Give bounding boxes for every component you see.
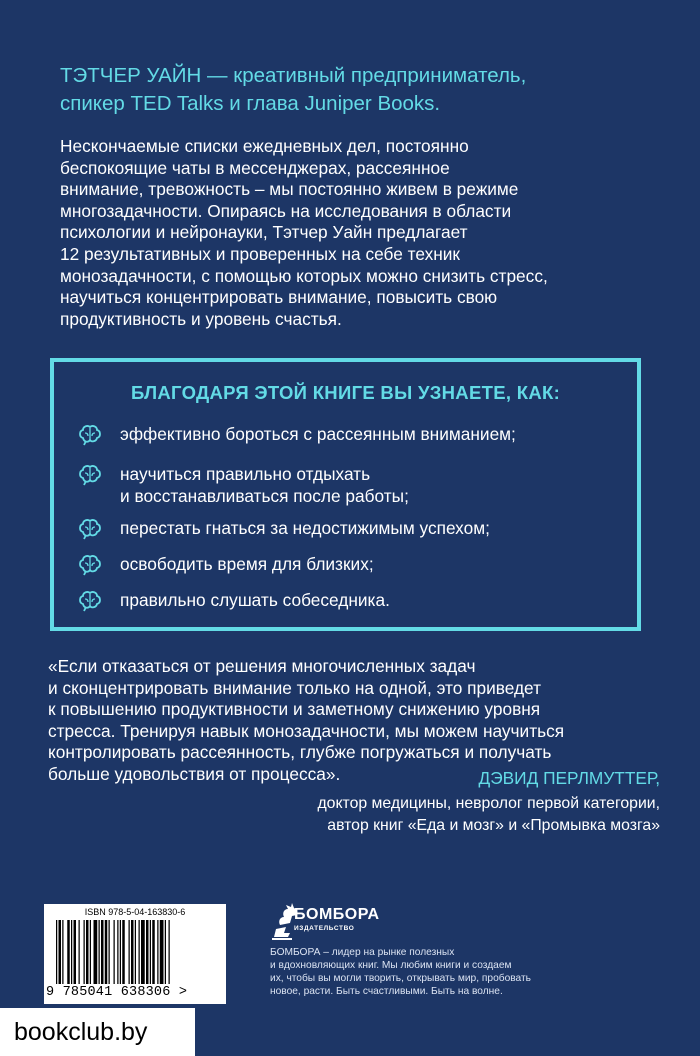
quote-author-detail-line: доктор медицины, невролог первой категории, xyxy=(317,795,660,812)
publisher-blurb xyxy=(270,946,540,998)
learn-item-text xyxy=(120,590,390,612)
learn-box xyxy=(50,358,641,631)
publisher-sub: ИЗДАТЕЛЬСТВО xyxy=(294,925,355,932)
learn-item xyxy=(78,590,627,612)
learn-item xyxy=(78,464,627,507)
quote-author-detail-line: автор книг «Еда и мозг» и «Промывка мозга» xyxy=(327,816,660,834)
quote-line: «Если отказаться от решения многочисленных задач xyxy=(48,656,476,676)
description-line: продуктивность и уровень счастья. xyxy=(60,308,342,329)
learn-item-text xyxy=(120,424,516,446)
description-line: Нескончаемые списки ежедневных дел, постоянно xyxy=(60,136,469,156)
barcode-digits: 9 785041 638306 > xyxy=(46,985,188,1000)
author-intro xyxy=(60,62,660,118)
learn-item-line: и восстанавливаться после работы; xyxy=(120,485,409,506)
quote-line: контролировать рассеянность, глубже погружаться и получать xyxy=(48,742,552,763)
publisher-blurb-line: и вдохновляющих книг. Мы любим книги и создаем xyxy=(270,960,512,971)
brain-icon xyxy=(78,424,102,446)
description-line: научиться концентрировать внимание, повысить свою xyxy=(60,287,498,308)
publisher-blurb-line: БОМБОРА – лидер на рынке полезных xyxy=(270,947,455,958)
description-line: многозадачности. Опираясь на исследования в области xyxy=(60,200,512,221)
learn-item-line: перестать гнаться за недостижимым успехом; xyxy=(120,518,490,538)
quote-line: стресса. Тренируя навык монозадачности, мы можем научиться xyxy=(48,720,565,741)
learn-heading: БЛАГОДАРЯ ЭТОЙ КНИГЕ ВЫ УЗНАЕТЕ, КАК: xyxy=(130,382,561,403)
description-line: монозадачности, с помощью которых можно снизить стресс, xyxy=(60,265,548,286)
brain-icon xyxy=(78,518,102,540)
learn-item xyxy=(78,424,627,446)
brain-icon xyxy=(78,554,102,576)
learn-item-text xyxy=(120,464,409,507)
learn-item-text xyxy=(120,554,374,576)
quote-author-detail xyxy=(160,793,660,836)
barcode-bars xyxy=(52,920,218,984)
barcode-box xyxy=(44,904,226,1004)
author-intro-line: ТЭТЧЕР УАЙН — креативный предприниматель, xyxy=(60,64,527,87)
description-line: беспокоящие чаты в мессенджерах, рассеянное xyxy=(60,157,450,178)
learn-item-line: освободить время для близких; xyxy=(120,554,374,574)
quote-line: к повышению продуктивности и заметному снижению уровня xyxy=(48,699,541,720)
site-label: bookclub.by xyxy=(0,1008,195,1056)
publisher-name: БОМБОРА xyxy=(294,906,380,923)
description-line: 12 результативных и проверенных на себе техник xyxy=(60,243,460,264)
brain-icon xyxy=(78,590,102,612)
learn-item xyxy=(78,518,627,540)
isbn-text: ISBN 978-5-04-163830-6 xyxy=(84,907,186,917)
learn-item-line: правильно слушать собеседника. xyxy=(120,590,390,610)
description-line: внимание, тревожность – мы постоянно живем в режиме xyxy=(60,179,519,200)
quote-author: ДЭВИД ПЕРЛМУТТЕР, xyxy=(478,768,660,788)
publisher-blurb-line: новое, расти. Быть счастливыми. Быть на волне. xyxy=(270,986,503,997)
quote xyxy=(48,656,668,786)
publisher-blurb-line: их, чтобы вы могли творить, открывать мир, пробовать xyxy=(270,973,531,984)
quote-line: и сконцентрировать внимание только на одной, это приведет xyxy=(48,677,542,698)
book-description xyxy=(60,136,660,330)
quote-line: больше удовольствия от процесса». xyxy=(48,763,341,784)
learn-item-line: эффективно бороться с рассеянным вниманием; xyxy=(120,424,516,444)
learn-item-line: научиться правильно отдыхать xyxy=(120,464,371,484)
learn-item xyxy=(78,554,627,576)
author-intro-line: спикер TED Talks и глава Juniper Books. xyxy=(60,92,441,115)
description-line: психологии и нейронауки, Тэтчер Уайн предлагает xyxy=(60,222,468,243)
brain-icon xyxy=(78,464,102,486)
learn-item-text xyxy=(120,518,490,540)
